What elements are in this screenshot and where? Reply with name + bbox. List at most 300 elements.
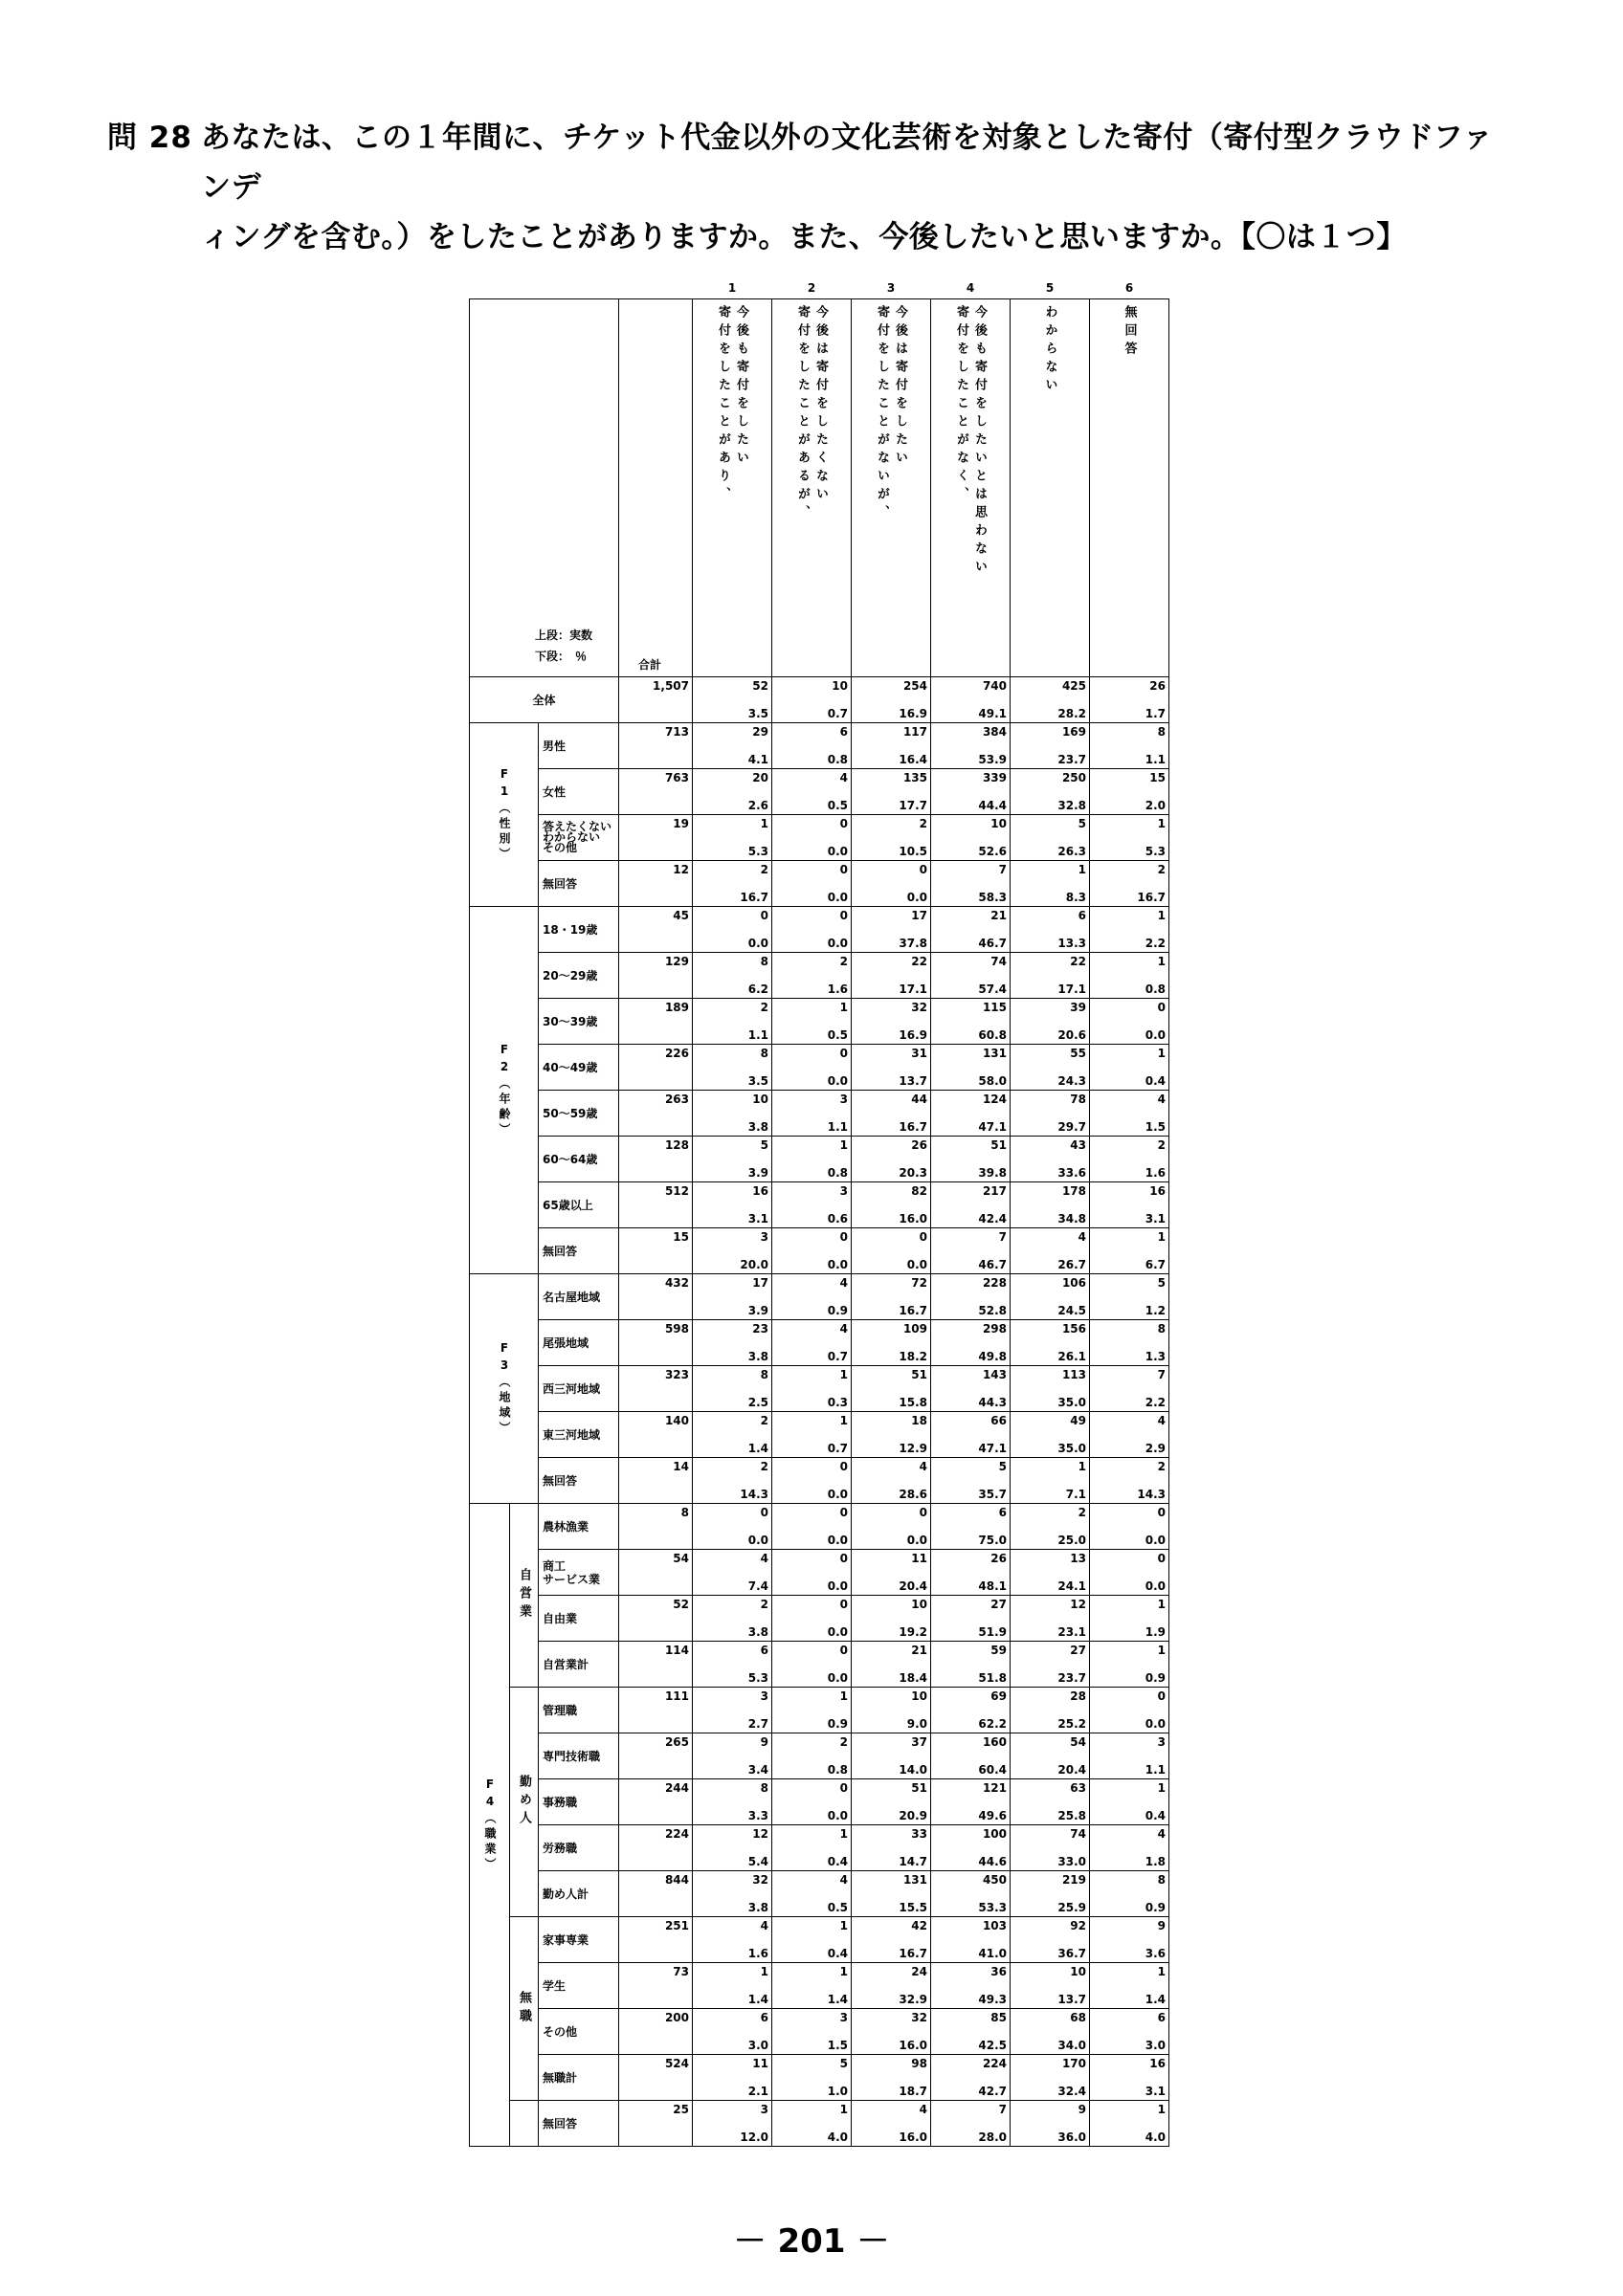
count-value: 3 (839, 2011, 848, 2024)
percent-value: 12.0 (740, 2130, 768, 2144)
count-value: 6 (760, 2011, 768, 2024)
count-value: 0 (839, 909, 848, 922)
total-count: 14 (673, 1460, 689, 1473)
percent-value: 8.3 (1065, 891, 1086, 904)
count-value: 51 (990, 1138, 1007, 1152)
count-value: 10 (990, 817, 1007, 830)
data-cell (931, 1412, 1011, 1458)
data-cell (852, 1779, 931, 1825)
data-cell (852, 2055, 931, 2101)
data-cell (1011, 1688, 1090, 1733)
column-header-text: わからない (1042, 305, 1057, 396)
unit-legend (535, 625, 592, 667)
row-label: 無回答 (539, 2101, 619, 2147)
table-row (470, 953, 1169, 999)
percent-value: 1.4 (747, 1993, 768, 2006)
table-row (470, 1366, 1169, 1412)
total-count: 263 (664, 1093, 689, 1106)
percent-value: 47.1 (978, 1442, 1007, 1455)
percent-value: 1.6 (1145, 1166, 1166, 1180)
question-number: 問 28 (107, 121, 192, 155)
count-value: 2 (760, 1414, 768, 1427)
data-cell (852, 1550, 931, 1596)
question-text (201, 113, 1522, 262)
data-cell (1090, 1779, 1169, 1825)
percent-value: 3.1 (747, 1212, 768, 1225)
count-value: 5 (1157, 1276, 1166, 1290)
data-cell (772, 1779, 852, 1825)
data-cell (772, 2055, 852, 2101)
count-value: 2 (760, 1001, 768, 1014)
count-value: 5 (760, 1138, 768, 1152)
count-value: 2 (1157, 863, 1166, 876)
count-value: 20 (752, 771, 768, 784)
count-value: 1 (760, 1965, 768, 1978)
count-value: 2 (839, 1735, 848, 1749)
count-value: 10 (752, 1093, 768, 1106)
count-value: 1 (1157, 2103, 1166, 2116)
percent-value: 20.0 (740, 1258, 768, 1271)
count-value: 26 (911, 1138, 927, 1152)
percent-value: 0.8 (827, 1763, 848, 1777)
data-cell (1011, 907, 1090, 953)
count-value: 6 (1078, 909, 1086, 922)
data-cell (852, 1688, 931, 1733)
data-cell (852, 1091, 931, 1137)
data-cell (852, 1412, 931, 1458)
column-header (772, 299, 852, 677)
percent-value: 0.8 (1145, 982, 1166, 996)
subgroup-label (510, 1688, 539, 1917)
percent-value: 28.0 (978, 2130, 1007, 2144)
count-value: 113 (1061, 1368, 1086, 1381)
data-cell (1011, 769, 1090, 815)
count-value: 4 (1157, 1827, 1166, 1841)
count-value: 23 (752, 1322, 768, 1336)
column-header (693, 299, 772, 677)
total-count: 111 (664, 1689, 689, 1703)
count-value: 0 (839, 1598, 848, 1611)
count-value: 1 (1157, 1644, 1166, 1657)
data-cell (1011, 2009, 1090, 2055)
percent-value: 16.7 (899, 1120, 927, 1134)
percent-value: 36.7 (1057, 1947, 1086, 1960)
total-count: 763 (664, 771, 689, 784)
count-value: 9 (760, 1735, 768, 1749)
percent-value: 17.7 (899, 799, 927, 812)
data-cell (693, 999, 772, 1045)
percent-value: 0.0 (906, 891, 927, 904)
count-value: 4 (760, 1919, 768, 1932)
total-cell (619, 1779, 693, 1825)
total-cell (619, 1871, 693, 1917)
table-row (470, 907, 1169, 953)
column-header (1011, 299, 1090, 677)
count-value: 12 (752, 1827, 768, 1841)
percent-value: 0.9 (827, 1304, 848, 1317)
count-value: 1 (839, 1414, 848, 1427)
count-value: 0 (919, 1230, 927, 1244)
percent-value: 3.8 (747, 1625, 768, 1639)
data-cell (693, 1137, 772, 1182)
data-cell (772, 1642, 852, 1688)
row-label: 65歳以上 (539, 1182, 619, 1228)
table-row (470, 723, 1169, 769)
percent-value: 20.3 (899, 1166, 927, 1180)
data-cell (852, 1045, 931, 1091)
count-value: 0 (839, 1506, 848, 1519)
group-label (470, 907, 539, 1274)
percent-value: 1.2 (1145, 1304, 1166, 1317)
percent-value: 17.1 (1057, 982, 1086, 996)
total-count: 432 (664, 1276, 689, 1290)
data-cell (931, 1825, 1011, 1871)
percent-value: 1.5 (827, 2039, 848, 2052)
count-value: 15 (1149, 771, 1166, 784)
data-cell (1090, 1137, 1169, 1182)
count-value: 27 (1070, 1644, 1086, 1657)
table-row (470, 861, 1169, 907)
percent-value: 39.8 (978, 1166, 1007, 1180)
data-cell (1011, 677, 1090, 723)
count-value: 16 (752, 1184, 768, 1198)
data-cell (931, 1228, 1011, 1274)
data-cell (1090, 1458, 1169, 1504)
column-header (1090, 299, 1169, 677)
count-value: 17 (911, 909, 927, 922)
count-value: 16 (1149, 1184, 1166, 1198)
data-cell (1090, 2101, 1169, 2147)
percent-value: 5.3 (747, 1671, 768, 1685)
data-cell (693, 723, 772, 769)
percent-value: 3.8 (747, 1901, 768, 1914)
total-count: 524 (664, 2057, 689, 2070)
percent-value: 53.3 (978, 1901, 1007, 1914)
row-label: 30～39歳 (539, 999, 619, 1045)
row-label: 無職計 (539, 2055, 619, 2101)
data-cell (931, 1045, 1011, 1091)
percent-value: 14.7 (899, 1855, 927, 1868)
column-number: 5 (1045, 281, 1055, 295)
count-value: 3 (760, 2103, 768, 2116)
percent-value: 5.3 (747, 845, 768, 858)
data-cell (931, 723, 1011, 769)
table-row (470, 769, 1169, 815)
percent-value: 4.1 (747, 753, 768, 766)
total-cell (619, 1274, 693, 1320)
total-count: 598 (664, 1322, 689, 1336)
data-cell (1090, 1320, 1169, 1366)
percent-value: 0.4 (1145, 1809, 1166, 1822)
data-cell (772, 999, 852, 1045)
percent-value: 0.8 (827, 753, 848, 766)
count-value: 3 (839, 1184, 848, 1198)
row-label: 専門技術職 (539, 1733, 619, 1779)
table-row (470, 1871, 1169, 1917)
data-cell (1090, 1825, 1169, 1871)
total-count: 244 (664, 1781, 689, 1795)
count-value: 8 (760, 1781, 768, 1795)
row-label: 自営業計 (539, 1642, 619, 1688)
count-value: 135 (902, 771, 927, 784)
data-cell (852, 1871, 931, 1917)
percent-value: 44.3 (978, 1396, 1007, 1409)
data-cell (852, 2101, 931, 2147)
percent-value: 0.4 (827, 1855, 848, 1868)
percent-value: 0.0 (827, 1488, 848, 1501)
total-cell (619, 1412, 693, 1458)
data-cell (1011, 1504, 1090, 1550)
count-value: 8 (1157, 1873, 1166, 1887)
data-cell (1090, 1550, 1169, 1596)
data-cell (1011, 1274, 1090, 1320)
data-cell (1090, 723, 1169, 769)
data-cell (852, 1137, 931, 1182)
count-value: 1 (1157, 909, 1166, 922)
percent-value: 0.0 (906, 1534, 927, 1547)
count-value: 4 (839, 771, 848, 784)
row-label: 60～64歳 (539, 1137, 619, 1182)
column-header-text: 今後も寄付をしたい 寄付をしたことがあり、 (716, 305, 748, 505)
percent-value: 41.0 (978, 1947, 1007, 1960)
percent-value: 15.8 (899, 1396, 927, 1409)
count-value: 18 (911, 1414, 927, 1427)
count-value: 37 (911, 1735, 927, 1749)
data-cell (693, 1917, 772, 1963)
total-cell (619, 1228, 693, 1274)
row-label: 40～49歳 (539, 1045, 619, 1091)
data-cell (772, 907, 852, 953)
count-value: 0 (919, 863, 927, 876)
count-value: 224 (982, 2057, 1007, 2070)
group-label (470, 1504, 510, 2147)
count-value: 51 (911, 1368, 927, 1381)
count-value: 0 (1157, 1552, 1166, 1565)
table-row (470, 1091, 1169, 1137)
data-cell (931, 1550, 1011, 1596)
count-value: 131 (982, 1047, 1007, 1060)
percent-value: 24.1 (1057, 1579, 1086, 1593)
data-cell (931, 2101, 1011, 2147)
percent-value: 5.4 (747, 1855, 768, 1868)
data-cell (1090, 769, 1169, 815)
total-cell (619, 1137, 693, 1182)
data-cell (1011, 1366, 1090, 1412)
data-cell (1011, 2101, 1090, 2147)
percent-value: 32.8 (1057, 799, 1086, 812)
total-count: 8 (680, 1506, 689, 1519)
total-count: 251 (664, 1919, 689, 1932)
data-cell (693, 1871, 772, 1917)
percent-value: 32.9 (899, 1993, 927, 2006)
count-value: 124 (982, 1093, 1007, 1106)
count-value: 0 (839, 863, 848, 876)
percent-value: 3.5 (747, 707, 768, 720)
percent-value: 9.0 (906, 1717, 927, 1731)
data-cell (1011, 1825, 1090, 1871)
percent-value: 5.3 (1145, 845, 1166, 858)
column-header-text: 無回答 (1122, 305, 1137, 360)
data-cell (931, 2009, 1011, 2055)
column-number: 3 (886, 281, 896, 295)
total-count: 12 (673, 863, 689, 876)
total-count: 15 (673, 1230, 689, 1244)
percent-value: 25.9 (1057, 1901, 1086, 1914)
percent-value: 34.0 (1057, 2039, 1086, 2052)
data-cell (931, 1366, 1011, 1412)
total-cell (619, 1320, 693, 1366)
count-value: 106 (1061, 1276, 1086, 1290)
count-value: 143 (982, 1368, 1007, 1381)
row-label: 商工 サービス業 (539, 1550, 619, 1596)
percent-value: 24.3 (1057, 1074, 1086, 1088)
percent-value: 46.7 (978, 1258, 1007, 1271)
count-value: 100 (982, 1827, 1007, 1841)
percent-value: 49.3 (978, 1993, 1007, 2006)
percent-value: 16.7 (899, 1947, 927, 1960)
count-value: 5 (998, 1460, 1007, 1473)
percent-value: 26.3 (1057, 845, 1086, 858)
data-cell (931, 677, 1011, 723)
count-value: 1 (1157, 1965, 1166, 1978)
count-value: 51 (911, 1781, 927, 1795)
count-value: 4 (760, 1552, 768, 1565)
percent-value: 14.0 (899, 1763, 927, 1777)
percent-value: 1.4 (827, 1993, 848, 2006)
row-label: 尾張地域 (539, 1320, 619, 1366)
count-value: 170 (1061, 2057, 1086, 2070)
count-value: 39 (1070, 1001, 1086, 1014)
total-count: 512 (664, 1184, 689, 1198)
data-cell (1090, 953, 1169, 999)
percent-value: 1.8 (1145, 1855, 1166, 1868)
total-cell (619, 1182, 693, 1228)
question-line-1: あなたは、この１年間に、チケット代金以外の文化芸術を対象とした寄付（寄付型クラウドファンデ (201, 121, 1494, 205)
count-value: 4 (1157, 1093, 1166, 1106)
count-value: 31 (911, 1047, 927, 1060)
row-label: 名古屋地域 (539, 1274, 619, 1320)
row-label: 管理職 (539, 1688, 619, 1733)
percent-value: 26.1 (1057, 1350, 1086, 1363)
count-value: 13 (1070, 1552, 1086, 1565)
row-label: 勤め人計 (539, 1871, 619, 1917)
count-value: 1 (839, 1368, 848, 1381)
data-cell (693, 1504, 772, 1550)
percent-value: 58.3 (978, 891, 1007, 904)
column-header-text: 今後は寄付をしたくない 寄付をしたことがあるが、 (795, 305, 828, 523)
percent-value: 0.8 (827, 1166, 848, 1180)
percent-value: 0.0 (827, 1074, 848, 1088)
row-label: 女性 (539, 769, 619, 815)
percent-value: 0.5 (827, 799, 848, 812)
data-cell (852, 1274, 931, 1320)
table-row (470, 1228, 1169, 1274)
row-label: 労務職 (539, 1825, 619, 1871)
total-cell (619, 2055, 693, 2101)
data-cell (772, 1458, 852, 1504)
count-value: 0 (839, 1230, 848, 1244)
crosstab-table (469, 281, 1169, 2147)
total-cell (619, 1091, 693, 1137)
total-count: 114 (664, 1644, 689, 1657)
data-cell (931, 1596, 1011, 1642)
total-count: 140 (664, 1414, 689, 1427)
count-value: 117 (902, 725, 927, 739)
count-value: 24 (911, 1965, 927, 1978)
percent-value: 36.0 (1057, 2130, 1086, 2144)
data-cell (1090, 2055, 1169, 2101)
row-label-overall: 全体 (470, 677, 619, 723)
data-cell (693, 1458, 772, 1504)
data-cell (693, 1182, 772, 1228)
percent-value: 3.0 (747, 2039, 768, 2052)
count-value: 8 (760, 1368, 768, 1381)
data-cell (852, 1733, 931, 1779)
percent-value: 17.1 (899, 982, 927, 996)
row-label: 農林漁業 (539, 1504, 619, 1550)
data-cell (1090, 1963, 1169, 2009)
data-cell (1011, 1642, 1090, 1688)
column-number: 4 (966, 281, 975, 295)
count-value: 450 (982, 1873, 1007, 1887)
count-value: 0 (760, 1506, 768, 1519)
subgroup-label (510, 1504, 539, 1688)
total-cell (619, 1596, 693, 1642)
percent-value: 3.6 (1145, 1947, 1166, 1960)
percent-value: 51.9 (978, 1625, 1007, 1639)
data-cell (772, 1504, 852, 1550)
data-cell (1011, 953, 1090, 999)
percent-value: 16.0 (899, 1212, 927, 1225)
data-cell (852, 1458, 931, 1504)
percent-value: 2.9 (1145, 1442, 1166, 1455)
count-value: 32 (911, 1001, 927, 1014)
data-cell (1090, 2009, 1169, 2055)
data-cell (852, 1963, 931, 2009)
data-cell (772, 723, 852, 769)
data-cell (852, 1366, 931, 1412)
data-cell (852, 1320, 931, 1366)
data-cell (1011, 861, 1090, 907)
count-value: 254 (902, 679, 927, 693)
data-cell (931, 1733, 1011, 1779)
percent-value: 1.9 (1145, 1625, 1166, 1639)
data-cell (1011, 1458, 1090, 1504)
subgroup-label (510, 1917, 539, 2101)
count-value: 4 (839, 1276, 848, 1290)
count-value: 11 (752, 2057, 768, 2070)
data-cell (1090, 1733, 1169, 1779)
percent-value: 12.9 (899, 1442, 927, 1455)
count-value: 4 (1078, 1230, 1086, 1244)
data-cell (693, 769, 772, 815)
table-row (470, 1045, 1169, 1091)
data-cell (772, 2101, 852, 2147)
percent-value: 0.0 (1145, 1579, 1166, 1593)
count-value: 0 (839, 1644, 848, 1657)
count-value: 82 (911, 1184, 927, 1198)
data-cell (1090, 815, 1169, 861)
count-value: 21 (911, 1644, 927, 1657)
count-value: 178 (1061, 1184, 1086, 1198)
percent-value: 7.4 (747, 1579, 768, 1593)
percent-value: 18.2 (899, 1350, 927, 1363)
count-value: 228 (982, 1276, 1007, 1290)
count-value: 16 (1149, 2057, 1166, 2070)
table-row (470, 1825, 1169, 1871)
percent-value: 3.4 (747, 1763, 768, 1777)
data-cell (931, 953, 1011, 999)
